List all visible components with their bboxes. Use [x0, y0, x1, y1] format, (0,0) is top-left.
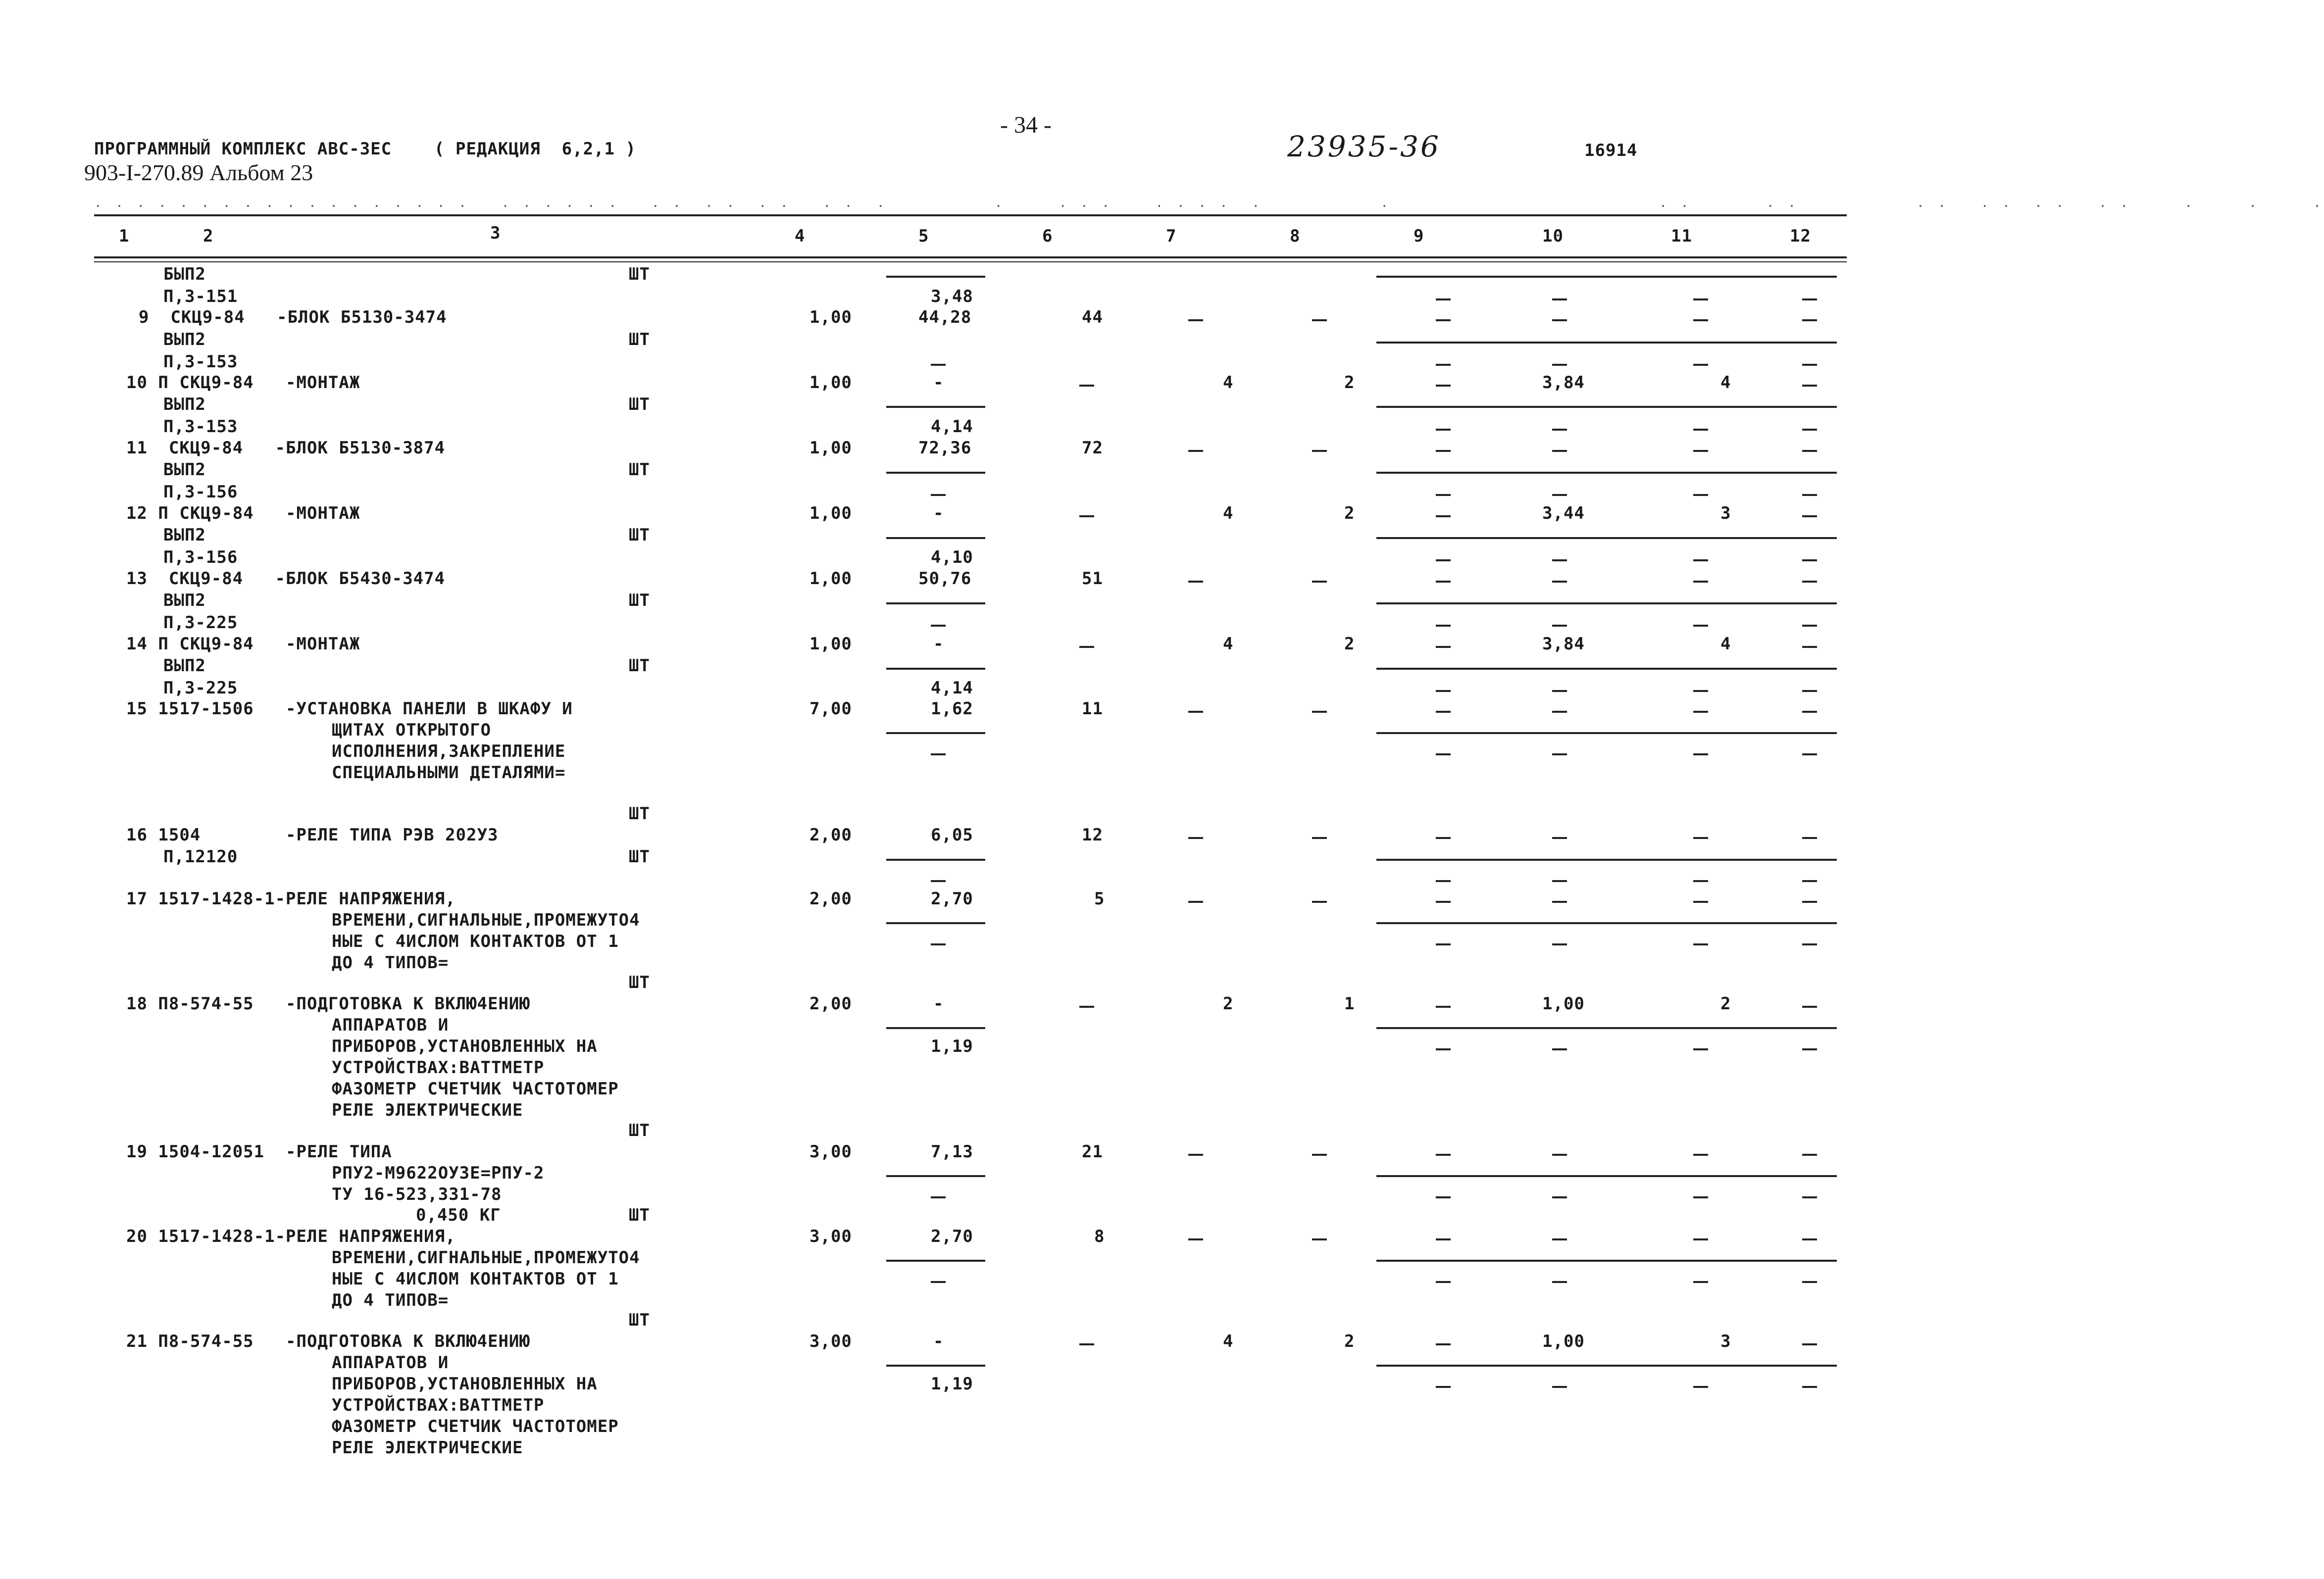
table-rule	[886, 732, 985, 734]
table-text: 20 1517-1428-1-РЕЛЕ НАПРЯЖЕНИЯ,	[126, 1227, 456, 1246]
table-rule	[1188, 450, 1203, 452]
table-rule	[1079, 1006, 1094, 1008]
table-rule	[1376, 1365, 1837, 1367]
table-text: ПРИБОРОВ,УСТАНОВЛЕННЫХ НА	[332, 1374, 598, 1394]
table-rule	[1802, 1006, 1817, 1008]
table-rule	[1376, 276, 1837, 278]
table-text: ШТ	[629, 395, 650, 414]
page-number: - 34 -	[1000, 112, 1052, 138]
table-rule	[1436, 1048, 1451, 1050]
table-text: 4	[1223, 1332, 1234, 1351]
table-text: ШТ	[629, 330, 650, 349]
table-text: 7,00	[809, 699, 852, 719]
column-header: 12	[1790, 226, 1811, 246]
table-rule	[886, 602, 985, 604]
column-header: 6	[1042, 226, 1053, 246]
table-text: 1,19	[931, 1036, 973, 1056]
table-text: П,3-153	[163, 352, 238, 372]
table-text: ВРЕМЕНИ,СИГНАЛЬНЫЕ,ПРОМЕЖУТО4	[332, 1248, 640, 1268]
table-rule	[886, 406, 985, 408]
table-text: 2	[1344, 373, 1355, 393]
table-rule	[1693, 298, 1708, 300]
table-text: 4,14	[931, 417, 973, 437]
table-text: 3	[1720, 503, 1731, 523]
table-text: АППАРАТОВ И	[332, 1015, 449, 1035]
table-rule	[1312, 581, 1327, 583]
table-rule	[1552, 319, 1567, 321]
table-rule	[1552, 1386, 1567, 1388]
table-text: ТУ 16-523,331-78	[332, 1184, 502, 1204]
table-text: 1,19	[931, 1374, 973, 1394]
table-text: 10 П СКЦ9-84 -МОНТАЖ	[126, 373, 360, 393]
table-rule	[1376, 472, 1837, 474]
table-rule	[1693, 1238, 1708, 1240]
table-rule	[1188, 1238, 1203, 1240]
column-header: 7	[1166, 226, 1177, 246]
table-text: НЫЕ С 4ИСЛОМ КОНТАКТОВ ОТ 1	[332, 1269, 619, 1289]
table-rule	[1436, 1281, 1451, 1283]
table-text: 2,70	[931, 1227, 973, 1246]
table-rule	[1436, 494, 1451, 496]
table-text: 4	[1720, 373, 1731, 393]
table-text: ВЫП2	[163, 656, 206, 676]
table-rule	[1802, 901, 1817, 903]
table-rule	[931, 364, 946, 366]
table-text: 2	[1344, 503, 1355, 523]
table-text: 4	[1223, 634, 1234, 654]
program-title: ПРОГРАММНЫЙ КОМПЛЕКС АВС-3ЕС ( РЕДАКЦИЯ 6,2,1 )	[94, 139, 636, 159]
table-text: 19 1504-12051 -РЕЛЕ ТИПА	[126, 1142, 392, 1162]
table-rule	[1802, 494, 1817, 496]
table-rule	[1436, 581, 1451, 583]
table-rule	[1802, 880, 1817, 882]
table-rule	[1693, 494, 1708, 496]
table-rule	[1312, 837, 1327, 839]
table-rule	[931, 1196, 946, 1198]
table-text: 0,450 КГ	[416, 1205, 501, 1225]
table-text: 1,00	[1542, 1332, 1585, 1351]
table-rule	[1802, 1386, 1817, 1388]
table-rule	[1552, 753, 1567, 755]
table-rule	[886, 1260, 985, 1262]
table-text: 1,00	[809, 307, 852, 327]
table-text: 5	[1094, 889, 1105, 909]
table-rule	[1802, 1281, 1817, 1283]
table-rule	[1436, 646, 1451, 648]
table-text: ВЫП2	[163, 395, 206, 414]
table-text: 14 П СКЦ9-84 -МОНТАЖ	[126, 634, 360, 654]
table-rule	[1693, 753, 1708, 755]
table-rule	[1802, 429, 1817, 431]
table-text: ИСПОЛНЕНИЯ,ЗАКРЕПЛЕНИЕ	[332, 741, 566, 761]
table-rule	[1552, 690, 1567, 692]
table-text: 4	[1223, 503, 1234, 523]
table-text: 4	[1223, 373, 1234, 393]
table-text: ФАЗОМЕТР СЧЕТЧИК ЧАСТОТОМЕР	[332, 1417, 619, 1436]
table-text: ШТ	[629, 591, 650, 610]
table-text: ВЫП2	[163, 330, 206, 349]
handwritten-code: 23935-36	[1287, 130, 1441, 163]
table-rule	[1188, 711, 1203, 713]
table-rule	[931, 753, 946, 755]
column-header: 4	[795, 226, 806, 246]
table-rule	[886, 472, 985, 474]
table-text: УСТРОЙСТВАХ:ВАТТМЕТР	[332, 1058, 545, 1078]
table-text: ШТ	[629, 525, 650, 545]
table-rule	[1079, 1343, 1094, 1345]
table-rule	[1188, 1154, 1203, 1156]
table-rule	[1436, 625, 1451, 627]
table-text: БЫП2	[163, 264, 206, 284]
table-rule	[1693, 690, 1708, 692]
table-header-rule-2	[94, 261, 1847, 262]
table-rule	[1693, 1386, 1708, 1388]
table-text: 1	[1344, 994, 1355, 1014]
table-rule	[931, 625, 946, 627]
table-rule	[886, 668, 985, 670]
table-rule	[1436, 1343, 1451, 1345]
table-rule	[1693, 364, 1708, 366]
table-rule	[1802, 837, 1817, 839]
table-rule	[931, 494, 946, 496]
table-text: ШТ	[629, 656, 650, 676]
table-text: 3,84	[1542, 634, 1585, 654]
table-rule	[1552, 943, 1567, 945]
table-rule	[1802, 364, 1817, 366]
table-rule	[1552, 711, 1567, 713]
table-text: П,3-156	[163, 482, 238, 502]
table-text: ШТ	[629, 460, 650, 480]
table-text: 2,00	[809, 994, 852, 1014]
table-text: 21 П8-574-55 -ПОДГОТОВКА К ВКЛЮ4ЕНИЮ	[126, 1332, 530, 1351]
table-text: 2,00	[809, 825, 852, 845]
table-text: ВЫП2	[163, 525, 206, 545]
table-rule	[1436, 1006, 1451, 1008]
table-text: 12	[1082, 825, 1103, 845]
table-rule	[1693, 625, 1708, 627]
table-text: -	[933, 503, 944, 523]
table-rule	[1376, 1260, 1837, 1262]
table-text: ДО 4 ТИПОВ=	[332, 953, 449, 973]
table-text: 1,00	[809, 569, 852, 589]
table-text: П,3-156	[163, 547, 238, 567]
table-rule	[886, 537, 985, 539]
table-text: 44,28	[918, 307, 972, 327]
table-rule	[1376, 1027, 1837, 1029]
table-text: 2,70	[931, 889, 973, 909]
table-text: НЫЕ С 4ИСЛОМ КОНТАКТОВ ОТ 1	[332, 932, 619, 951]
table-text: ВЫП2	[163, 591, 206, 610]
table-rule	[1188, 319, 1203, 321]
table-text: 1,00	[809, 634, 852, 654]
table-text: -	[933, 1332, 944, 1351]
table-rule	[1376, 406, 1837, 408]
table-text: ШТ	[629, 804, 650, 824]
table-rule	[1552, 901, 1567, 903]
table-rule	[1693, 1154, 1708, 1156]
table-rule	[1693, 943, 1708, 945]
table-rule	[1552, 581, 1567, 583]
table-rule	[1376, 602, 1837, 604]
table-rule	[1436, 711, 1451, 713]
table-rule	[1802, 646, 1817, 648]
table-top-rule	[94, 214, 1847, 216]
table-text: 4	[1720, 634, 1731, 654]
table-rule	[1552, 298, 1567, 300]
table-rule	[1802, 515, 1817, 517]
table-rule	[1693, 711, 1708, 713]
table-rule	[1552, 1196, 1567, 1198]
table-text: -	[933, 634, 944, 654]
table-rule	[1436, 1154, 1451, 1156]
table-rule	[1188, 837, 1203, 839]
table-rule	[1802, 625, 1817, 627]
table-rule	[1436, 319, 1451, 321]
table-text: 11 СКЦ9-84 -БЛОК Б5130-3874	[126, 438, 446, 458]
table-text: ЩИТАХ ОТКРЫТОГО	[332, 720, 492, 740]
table-rule	[1552, 429, 1567, 431]
table-text: -	[933, 994, 944, 1014]
table-rule	[1802, 690, 1817, 692]
table-rule	[1188, 901, 1203, 903]
table-rule	[1552, 1048, 1567, 1050]
table-rule	[1693, 319, 1708, 321]
column-header: 8	[1290, 226, 1301, 246]
table-rule	[1079, 515, 1094, 517]
table-rule	[931, 943, 946, 945]
table-rule	[886, 922, 985, 924]
table-rule	[1079, 646, 1094, 648]
table-rule	[1552, 837, 1567, 839]
dotted-guide-row: . . . . . . . . . . . . . . . . . . . . . . . . . . . . . . . . . . . . . . . . . . . . . . . . . . . . . . . . . .	[94, 196, 2324, 210]
table-text: 12 П СКЦ9-84 -МОНТАЖ	[126, 503, 360, 523]
table-rule	[1802, 1196, 1817, 1198]
table-text: 3,48	[931, 287, 973, 306]
table-text: 6,05	[931, 825, 973, 845]
table-text: 18 П8-574-55 -ПОДГОТОВКА К ВКЛЮ4ЕНИЮ	[126, 994, 530, 1014]
table-text: 72,36	[918, 438, 972, 458]
table-rule	[1693, 901, 1708, 903]
table-rule	[886, 859, 985, 861]
table-rule	[1552, 1238, 1567, 1240]
table-rule	[1693, 1281, 1708, 1283]
table-rule	[1802, 1154, 1817, 1156]
table-rule	[1436, 880, 1451, 882]
column-header: 5	[918, 226, 929, 246]
table-rule	[1802, 1238, 1817, 1240]
table-text: 2	[1223, 994, 1234, 1014]
table-rule	[1693, 880, 1708, 882]
table-text: 51	[1082, 569, 1103, 589]
table-rule	[1693, 450, 1708, 452]
column-header: 3	[490, 223, 501, 243]
table-rule	[1376, 1175, 1837, 1177]
column-header: 9	[1414, 226, 1424, 246]
table-text: ФАЗОМЕТР СЧЕТЧИК ЧАСТОТОМЕР	[332, 1079, 619, 1099]
table-rule	[1436, 450, 1451, 452]
table-text: 3,44	[1542, 503, 1585, 523]
table-text: 2,00	[809, 889, 852, 909]
table-rule	[1436, 690, 1451, 692]
document-number: 16914	[1584, 141, 1638, 160]
table-rule	[931, 1281, 946, 1283]
table-rule	[1802, 943, 1817, 945]
table-text: 2	[1720, 994, 1731, 1014]
table-rule	[1376, 922, 1837, 924]
table-text: 21	[1082, 1142, 1103, 1162]
table-text: 50,76	[918, 569, 972, 589]
table-rule	[1436, 559, 1451, 561]
table-text: 3,00	[809, 1332, 852, 1351]
table-rule	[1802, 559, 1817, 561]
table-text: СПЕЦИАЛЬНЫМИ ДЕТАЛЯМИ=	[332, 763, 566, 783]
column-header: 11	[1671, 226, 1692, 246]
table-rule	[1552, 880, 1567, 882]
album-reference: 903-I-270.89 Альбом 23	[84, 160, 313, 185]
table-text: 16 1504 -РЕЛЕ ТИПА РЭВ 202У3	[126, 825, 499, 845]
table-header-rule	[94, 256, 1847, 258]
table-rule	[1376, 859, 1837, 861]
table-rule	[1802, 753, 1817, 755]
table-text: 15 1517-1506 -УСТАНОВКА ПАНЕЛИ В ШКАФУ И	[126, 699, 573, 719]
table-text: 17 1517-1428-1-РЕЛЕ НАПРЯЖЕНИЯ,	[126, 889, 456, 909]
table-text: ШТ	[629, 847, 650, 867]
table-text: П,3-225	[163, 678, 238, 698]
table-rule	[1802, 319, 1817, 321]
table-rule	[1312, 901, 1327, 903]
table-rule	[1376, 668, 1837, 670]
table-rule	[1552, 625, 1567, 627]
table-rule	[1552, 450, 1567, 452]
table-rule	[931, 880, 946, 882]
table-rule	[1552, 1154, 1567, 1156]
table-rule	[1693, 581, 1708, 583]
table-rule	[1436, 837, 1451, 839]
table-rule	[1312, 1154, 1327, 1156]
table-text: -	[933, 373, 944, 393]
table-rule	[1436, 298, 1451, 300]
table-rule	[1802, 1048, 1817, 1050]
table-text: П,12120	[163, 847, 238, 867]
table-text: ВЫП2	[163, 460, 206, 480]
table-rule	[886, 1027, 985, 1029]
table-rule	[1552, 364, 1567, 366]
table-text: 1,00	[809, 503, 852, 523]
table-text: ВРЕМЕНИ,СИГНАЛЬНЫЕ,ПРОМЕЖУТО4	[332, 910, 640, 930]
table-text: ПРИБОРОВ,УСТАНОВЛЕННЫХ НА	[332, 1036, 598, 1056]
table-rule	[1079, 385, 1094, 387]
table-text: РПУ2-М9622ОУ3Е=РПУ-2	[332, 1163, 545, 1183]
table-rule	[1802, 581, 1817, 583]
table-rule	[1312, 1238, 1327, 1240]
column-header: 2	[203, 226, 214, 246]
table-text: ДО 4 ТИПОВ=	[332, 1290, 449, 1310]
table-rule	[1436, 364, 1451, 366]
table-rule	[1693, 559, 1708, 561]
table-text: АППАРАТОВ И	[332, 1353, 449, 1373]
table-text: 1,00	[809, 438, 852, 458]
table-text: 1,00	[1542, 994, 1585, 1014]
table-text: П,3-151	[163, 287, 238, 306]
table-text: 8	[1094, 1227, 1105, 1246]
table-text: ШТ	[629, 973, 650, 992]
table-text: 4,10	[931, 547, 973, 567]
table-text: 3,00	[809, 1227, 852, 1246]
table-rule	[1436, 429, 1451, 431]
table-rule	[1312, 450, 1327, 452]
table-rule	[1436, 753, 1451, 755]
table-text: 44	[1082, 307, 1103, 327]
table-text: 3,00	[809, 1142, 852, 1162]
table-rule	[1552, 559, 1567, 561]
table-text: 2	[1344, 634, 1355, 654]
table-rule	[1312, 711, 1327, 713]
table-rule	[1436, 1238, 1451, 1240]
table-text: 11	[1082, 699, 1103, 719]
table-text: ШТ	[629, 1205, 650, 1225]
table-text: 72	[1082, 438, 1103, 458]
table-rule	[1436, 1196, 1451, 1198]
table-text: ШТ	[629, 1121, 650, 1140]
table-rule	[1802, 711, 1817, 713]
table-rule	[886, 276, 985, 278]
column-header: 1	[119, 226, 130, 246]
table-rule	[886, 1175, 985, 1177]
table-rule	[1693, 837, 1708, 839]
table-text: ШТ	[629, 1310, 650, 1330]
table-rule	[1802, 298, 1817, 300]
table-text: 1,00	[809, 373, 852, 393]
table-rule	[1376, 537, 1837, 539]
column-header: 10	[1542, 226, 1564, 246]
table-rule	[1436, 1386, 1451, 1388]
table-rule	[1802, 450, 1817, 452]
table-text: 13 СКЦ9-84 -БЛОК Б5430-3474	[126, 569, 446, 589]
table-rule	[1376, 732, 1837, 734]
table-rule	[1312, 319, 1327, 321]
table-text: 9 СКЦ9-84 -БЛОК Б5130-3474	[139, 307, 447, 327]
table-rule	[1552, 494, 1567, 496]
table-rule	[1693, 1048, 1708, 1050]
table-text: П,3-153	[163, 417, 238, 437]
table-rule	[1376, 342, 1837, 344]
table-text: УСТРОЙСТВАХ:ВАТТМЕТР	[332, 1395, 545, 1415]
table-rule	[1552, 1281, 1567, 1283]
table-text: РЕЛЕ ЭЛЕКТРИЧЕСКИЕ	[332, 1438, 523, 1458]
table-rule	[1802, 1343, 1817, 1345]
table-rule	[886, 1365, 985, 1367]
table-rule	[1436, 943, 1451, 945]
table-rule	[1693, 429, 1708, 431]
table-rule	[1436, 901, 1451, 903]
table-rule	[1436, 385, 1451, 387]
table-rule	[1693, 1196, 1708, 1198]
table-rule	[1802, 385, 1817, 387]
table-text: П,3-225	[163, 613, 238, 633]
table-text: 1,62	[931, 699, 973, 719]
table-text: 4,14	[931, 678, 973, 698]
table-text: 3,84	[1542, 373, 1585, 393]
table-text: ШТ	[629, 264, 650, 284]
table-text: РЕЛЕ ЭЛЕКТРИЧЕСКИЕ	[332, 1100, 523, 1120]
table-text: 7,13	[931, 1142, 973, 1162]
table-rule	[1436, 515, 1451, 517]
table-rule	[1188, 581, 1203, 583]
table-text: 3	[1720, 1332, 1731, 1351]
table-text: 2	[1344, 1332, 1355, 1351]
